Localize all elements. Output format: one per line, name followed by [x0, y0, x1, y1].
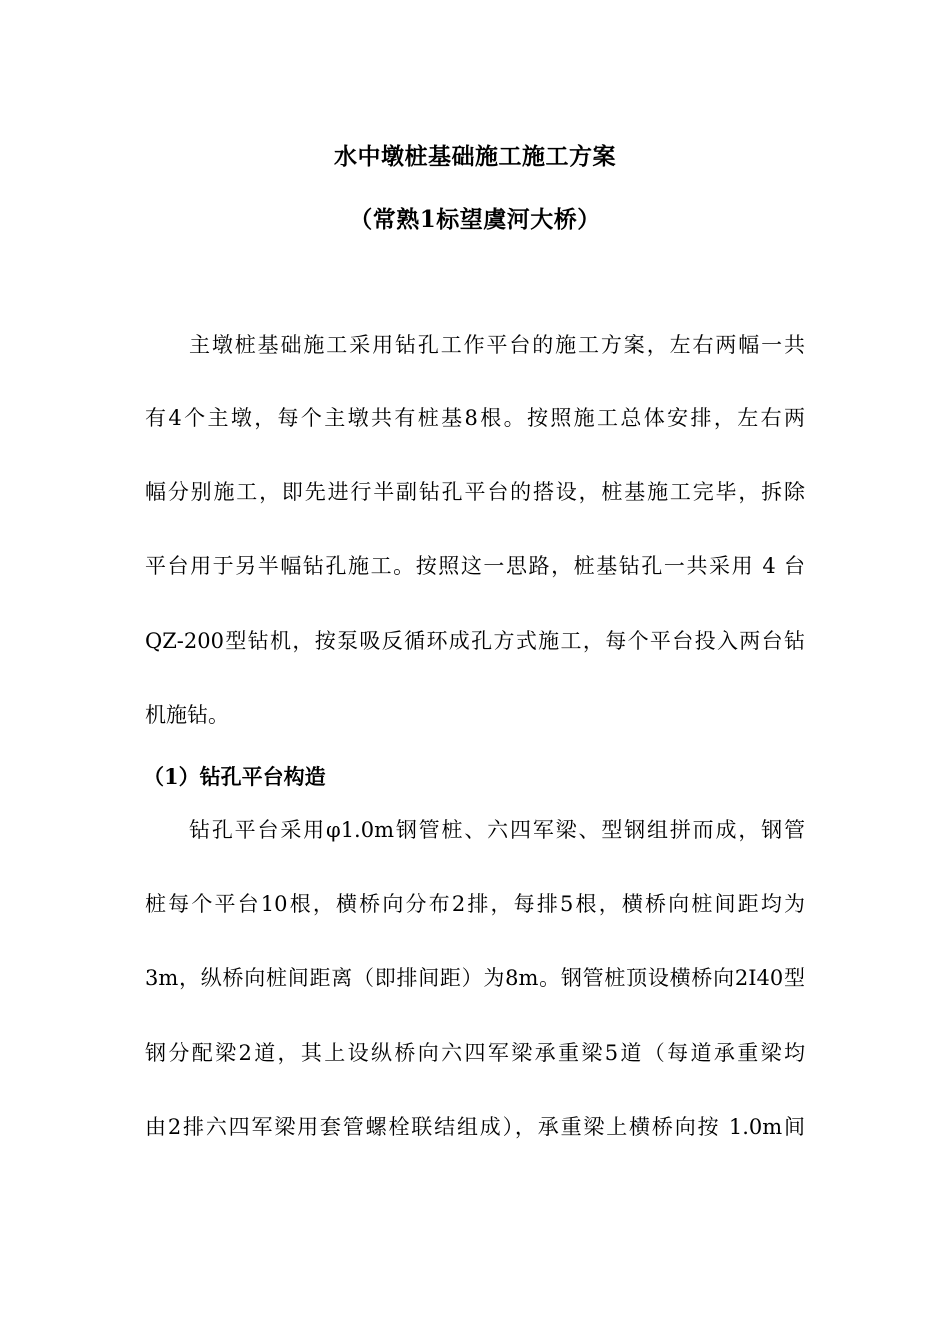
- paragraph-line: QZ-200型钻机，按泵吸反循环成孔方式施工，每个平台投入两台钻: [145, 629, 805, 653]
- document-subtitle: （常熟1标望虞河大桥）: [349, 206, 601, 233]
- paragraph-line: 钻孔平台采用φ1.0m钢管桩、六四军梁、型钢组拼而成，钢管: [189, 818, 805, 842]
- paragraph-line: 主墩桩基础施工采用钻孔工作平台的施工方案，左右两幅一共: [189, 333, 805, 357]
- paragraph-line: 钢分配梁2道，其上设纵桥向六四军梁承重梁5道（每道承重梁均: [145, 1041, 805, 1065]
- section-heading: （1）钻孔平台构造: [143, 764, 326, 789]
- paragraph-line: 机施钻。: [145, 703, 229, 727]
- paragraph-line: 由2排六四军梁用套管螺栓联结组成），承重梁上横桥向按 1.0m间: [145, 1115, 806, 1139]
- paragraph-line: 3m，纵桥向桩间距离（即排间距）为8m。钢管桩顶设横桥向2I40型: [145, 966, 805, 990]
- paragraph-line: 桩每个平台10根，横桥向分布2排，每排5根，横桥向桩间距均为: [145, 892, 805, 916]
- paragraph-line: 平台用于另半幅钻孔施工。按照这一思路，桩基钻孔一共采用 4 台: [145, 554, 805, 578]
- document-title: 水中墩桩基础施工施工方案: [334, 143, 616, 170]
- paragraph-line: 有4个主墩，每个主墩共有桩基8根。按照施工总体安排，左右两: [145, 406, 805, 430]
- paragraph-line: 幅分别施工，即先进行半副钻孔平台的搭设，桩基施工完毕，拆除: [145, 480, 805, 504]
